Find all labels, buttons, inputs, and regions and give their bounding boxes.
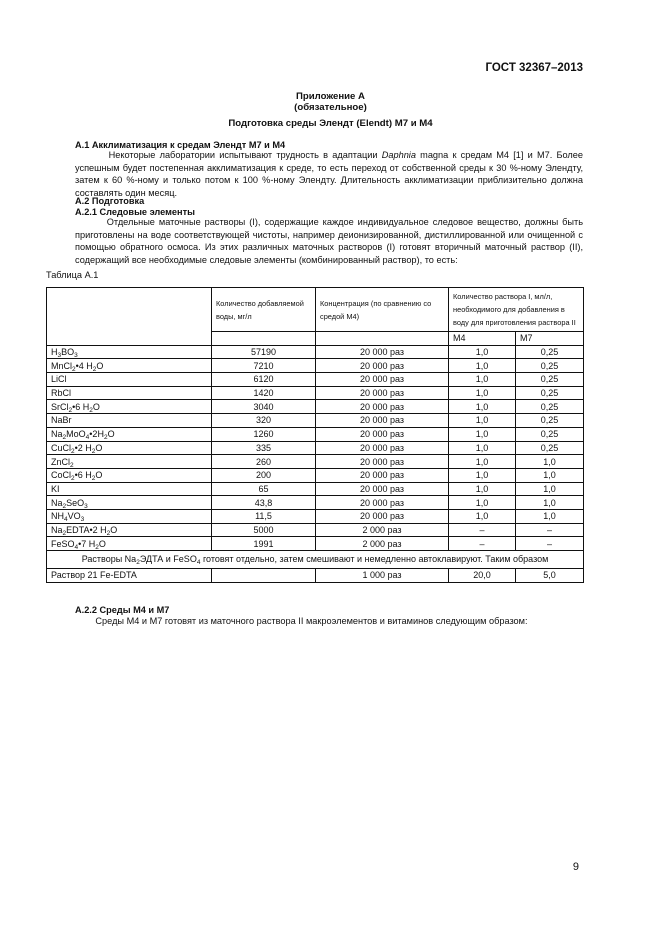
row-amount: 7210 (212, 359, 316, 373)
row-name: $Na_2EDTA•2$ $H_2O$ (47, 523, 212, 537)
section-a1-heading: А.1 Акклиматизация к средам Элендт M7 и M4 (75, 140, 286, 150)
row-m7: – (516, 537, 584, 551)
row-name: $Na_2MoO_4•2H_2O$ (47, 427, 212, 441)
row-m7: 1,0 (516, 509, 584, 523)
row-amount: 5000 (212, 523, 316, 537)
row-m4: 1,0 (449, 373, 516, 387)
row-m4: 1,0 (449, 414, 516, 428)
row-name: KI (47, 482, 212, 496)
row-name: CuCl$_2$•2 $H_2O$ (47, 441, 212, 455)
row-amount: 1420 (212, 386, 316, 400)
page-number: 9 (572, 861, 579, 873)
row-conc: 20 000 раз (316, 400, 449, 414)
row-conc: 20 000 раз (316, 414, 449, 428)
section-a21-paragraph (75, 216, 583, 266)
row-conc: 20 000 раз (316, 386, 449, 400)
row-name: $H_3BO_3$ (47, 345, 212, 359)
section-a1-italic: Daphnia (381, 150, 416, 160)
row-name: FeSO$_4$•7 $H_2O$ (47, 537, 212, 551)
row-name: NaBr (47, 414, 212, 428)
row-amount: 335 (212, 441, 316, 455)
row-m7: 0,25 (516, 359, 584, 373)
row-conc: 20 000 раз (316, 496, 449, 510)
table-row (47, 386, 584, 400)
row-amount: 57190 (212, 345, 316, 359)
row-amount-blank (212, 569, 316, 583)
row-conc: 2 000 раз (316, 537, 449, 551)
header-m4: M4 (449, 332, 516, 346)
appendix-subtitle: Подготовка среды Элендт (Elendt) M7 и M4 (228, 118, 433, 129)
row-name: MnCl$_2$•4 $H_2O$ (47, 359, 212, 373)
row-amount: 43,8 (212, 496, 316, 510)
row-m4: 1,0 (449, 400, 516, 414)
row-m4: 1,0 (449, 359, 516, 373)
row-m7: 0,25 (516, 386, 584, 400)
table-row (47, 441, 584, 455)
section-a1-paragraph (75, 149, 583, 199)
row-conc: 2 000 раз (316, 523, 449, 537)
row-m7: 1,0 (516, 482, 584, 496)
subheader-blank-amount (212, 332, 316, 346)
row-m7: – (516, 523, 584, 537)
table-note-row (47, 551, 584, 569)
table-header-row (47, 288, 584, 332)
row-m7: 0,25 (516, 400, 584, 414)
row-name: SrCl$_2$•6 $H_2O$ (47, 400, 212, 414)
row-name: LiCl (47, 373, 212, 387)
section-a21-heading: А.2.1 Следовые элементы (75, 207, 195, 217)
row-conc: 20 000 раз (316, 373, 449, 387)
row-name: CoCl$_2$•6 $H_2O$ (47, 468, 212, 482)
row-conc: 20 000 раз (316, 345, 449, 359)
header-concentration: Концентрация (по сравнению со средой М4) (316, 288, 449, 332)
row-name: RbCl (47, 386, 212, 400)
row-name: $Na_2SeO_3$ (47, 496, 212, 510)
row-m7: 5,0 (516, 569, 584, 583)
table-row (47, 509, 584, 523)
row-amount: 65 (212, 482, 316, 496)
trace-elements-table (46, 287, 584, 583)
header-m7: M7 (516, 332, 584, 346)
row-conc: 20 000 раз (316, 509, 449, 523)
row-m4: 1,0 (449, 441, 516, 455)
row-conc: 20 000 раз (316, 441, 449, 455)
table-row (47, 414, 584, 428)
row-m4: 20,0 (449, 569, 516, 583)
row-amount: 200 (212, 468, 316, 482)
row-m4: 1,0 (449, 386, 516, 400)
section-a22-heading: А.2.2 Среды М4 и М7 (75, 605, 170, 615)
row-m7: 0,25 (516, 345, 584, 359)
table-row (47, 427, 584, 441)
section-a1-text-before: Некоторые лаборатории испытывают трудность в адаптации (108, 150, 382, 160)
document-code: ГОСТ 32367–2013 (485, 62, 583, 74)
row-m7: 1,0 (516, 455, 584, 469)
section-a1-text-after: magna к средам М4 [1] и М7. Более успешным будет постепенная акклиматизация к среде, то есть переход от собственной среды к 30 %-ному Элендту, затем к 60 %-ному и только потом к 100 %-ному Элендту. Длительность акклиматизации приблизительно должна составлять один месяц. (75, 150, 583, 198)
row-conc: 20 000 раз (316, 455, 449, 469)
row-name: $NH_4VO_3$ (47, 509, 212, 523)
table-row (47, 537, 584, 551)
row-m4: 1,0 (449, 345, 516, 359)
table-row (47, 359, 584, 373)
row-conc: 20 000 раз (316, 468, 449, 482)
table-row-fe-edta (47, 569, 584, 583)
row-m4: 1,0 (449, 482, 516, 496)
table-row (47, 468, 584, 482)
row-m7: 0,25 (516, 441, 584, 455)
row-amount: 260 (212, 455, 316, 469)
row-m7: 0,25 (516, 373, 584, 387)
row-amount: 1991 (212, 537, 316, 551)
row-m4: 1,0 (449, 468, 516, 482)
row-m4: – (449, 537, 516, 551)
table-row (47, 400, 584, 414)
appendix-title: Приложение А (296, 91, 365, 102)
table-row (47, 482, 584, 496)
row-m7: 0,25 (516, 414, 584, 428)
section-a2-heading: А.2 Подготовка (75, 196, 145, 206)
table-row (47, 373, 584, 387)
row-m4: 1,0 (449, 509, 516, 523)
section-a22-paragraph (75, 615, 583, 628)
row-amount: 320 (212, 414, 316, 428)
row-concentration: 1 000 раз (316, 569, 449, 583)
section-a21-text: Отдельные маточные растворы (I), содержащие каждое индивидуальное следовое вещество, должны быть приготовлены на воде соответствующей чистоты, например деионизированной, дистиллированной или очищенной с помощью обратного осмоса. Из этих различных маточных растворов (I) готовят вторичный маточный раствор (II), содержащий все необходимые следовые элементы (комбинированный раствор), то есть: (75, 217, 584, 265)
row-conc: 20 000 раз (316, 359, 449, 373)
row-m7: 1,0 (516, 496, 584, 510)
section-a22-text: Среды М4 и М7 готовят из маточного раствора II макроэлементов и витаминов следующим образом: (95, 616, 528, 626)
row-amount: 11,5 (212, 509, 316, 523)
row-amount: 1260 (212, 427, 316, 441)
row-amount: 6120 (212, 373, 316, 387)
row-conc: 20 000 раз (316, 482, 449, 496)
row-amount: 3040 (212, 400, 316, 414)
row-name: Раствор 21 Fe-EDTA (47, 569, 212, 583)
table-row (47, 523, 584, 537)
row-m4: 1,0 (449, 496, 516, 510)
header-amount: Количество добавляемой воды, мг/л (212, 288, 316, 332)
header-volume: Количество раствора I, мл/л, необходимого для добавления в воду для приготовления раствора II (449, 288, 584, 332)
row-m7: 0,25 (516, 427, 584, 441)
row-conc: 20 000 раз (316, 427, 449, 441)
subheader-blank-concentration (316, 332, 449, 346)
row-m4: 1,0 (449, 427, 516, 441)
appendix-status: (обязательное) (294, 102, 367, 113)
table-row (47, 455, 584, 469)
table-note: Растворы $Na_2ЭДТА$ и FeSO$_4$ готовят отдельно, затем смешивают и немедленно автоклавируют. Таким образом (47, 551, 584, 569)
table-row (47, 496, 584, 510)
table-caption: Таблица А.1 (46, 270, 99, 280)
table-row (47, 345, 584, 359)
row-m4: 1,0 (449, 455, 516, 469)
row-m7: 1,0 (516, 468, 584, 482)
row-name: ZnCl$_2$ (47, 455, 212, 469)
row-m4: – (449, 523, 516, 537)
header-blank-cell (47, 288, 212, 346)
